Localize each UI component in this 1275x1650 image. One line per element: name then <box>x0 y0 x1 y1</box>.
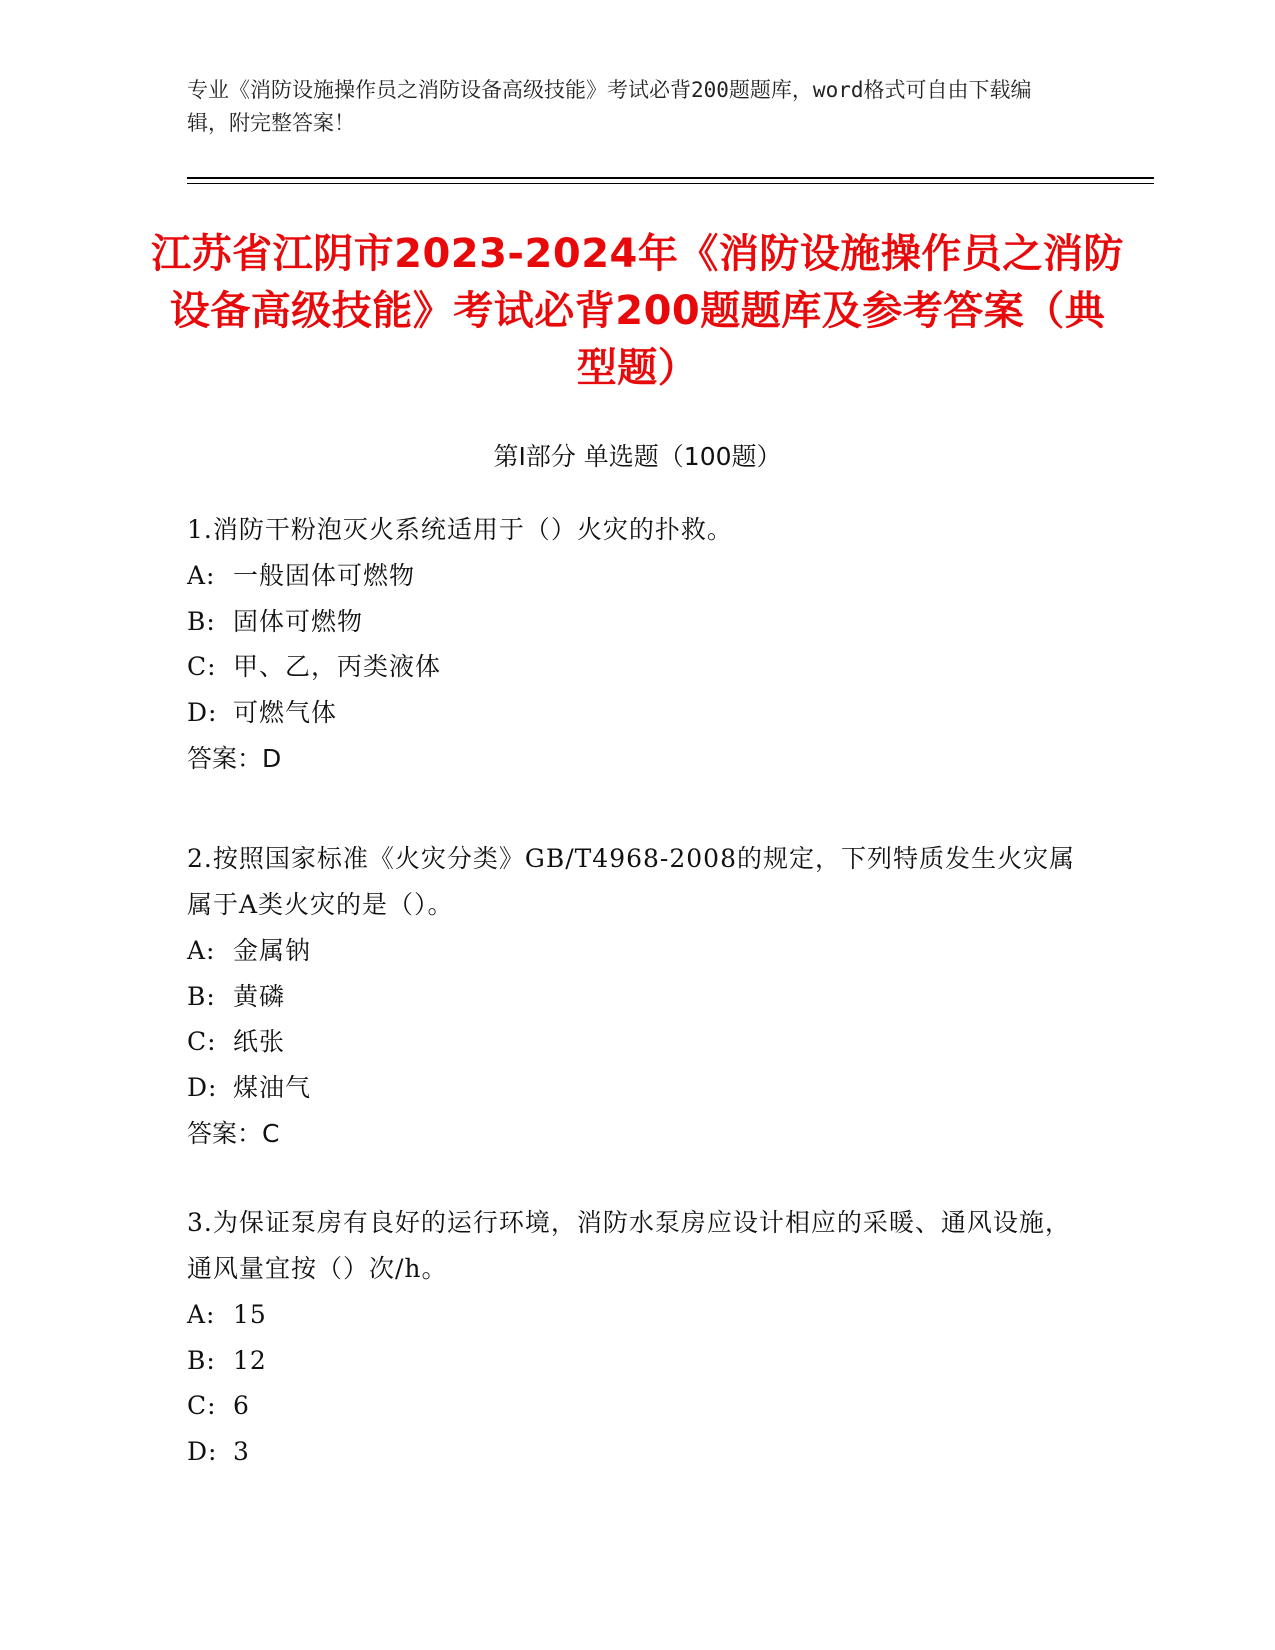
option-text: 3 <box>233 1436 250 1466</box>
header-note: 专业《消防设施操作员之消防设备高级技能》考试必背200题题库，word格式可自由下载编辑，附完整答案！ <box>187 78 1032 135</box>
option-key: A: <box>187 936 216 965</box>
question-2 <box>187 836 1087 1156</box>
option-key: D: <box>187 1436 218 1466</box>
option-d <box>187 690 1087 736</box>
option-text: 15 <box>233 1300 267 1329</box>
option-c <box>187 1383 1087 1429</box>
document-title: 江苏省江阴市2023-2024年《消防设施操作员之消防设备高级技能》考试必背200题题库及参考答案（典型题） <box>151 231 1124 391</box>
option-text: 6 <box>233 1391 250 1420</box>
option-key: A: <box>187 561 216 590</box>
option-key: D: <box>187 1072 218 1102</box>
section-title: 第Ⅰ部分 单选题（100题） <box>493 442 782 471</box>
question-stem: 3.为保证泵房有良好的运行环境，消防水泵房应设计相应的采暖、通风设施，通风量宜按（）次/h。 <box>187 1208 1071 1283</box>
option-a <box>187 928 1087 974</box>
option-c <box>187 644 1087 690</box>
option-key: B: <box>187 981 216 1011</box>
option-text: 可燃气体 <box>233 697 338 727</box>
option-b <box>187 974 1087 1020</box>
option-d <box>187 1429 1087 1475</box>
option-key: D: <box>187 697 218 727</box>
option-d <box>187 1065 1087 1111</box>
option-text: 12 <box>233 1345 267 1375</box>
answer: 答案：C <box>187 1119 280 1148</box>
header-divider-thick <box>187 177 1154 179</box>
option-text: 甲、乙，丙类液体 <box>233 652 442 681</box>
option-text: 煤油气 <box>233 1072 312 1102</box>
header-divider-thin <box>187 183 1154 184</box>
option-key: C: <box>187 1027 217 1056</box>
option-key: B: <box>187 606 216 636</box>
option-key: C: <box>187 1391 217 1420</box>
option-text: 纸张 <box>233 1027 286 1056</box>
question-stem: 1.消防干粉泡灭火系统适用于（）火灾的扑救。 <box>187 515 733 544</box>
option-a <box>187 1292 1087 1338</box>
option-a <box>187 553 1087 599</box>
option-text: 金属钠 <box>233 936 312 965</box>
option-b <box>187 599 1087 645</box>
option-c <box>187 1019 1087 1065</box>
option-text: 一般固体可燃物 <box>233 561 416 590</box>
option-text: 黄磷 <box>233 981 286 1011</box>
option-key: A: <box>187 1300 216 1329</box>
question-1 <box>187 507 1087 781</box>
option-key: B: <box>187 1345 216 1375</box>
answer: 答案：D <box>187 744 282 773</box>
option-b <box>187 1338 1087 1384</box>
option-text: 固体可燃物 <box>233 606 364 636</box>
question-3 <box>187 1200 1087 1474</box>
option-key: C: <box>187 652 217 681</box>
question-stem: 2.按照国家标准《火灾分类》GB/T4968-2008的规定，下列特质发生火灾属属于A类火灾的是（）。 <box>187 844 1075 919</box>
